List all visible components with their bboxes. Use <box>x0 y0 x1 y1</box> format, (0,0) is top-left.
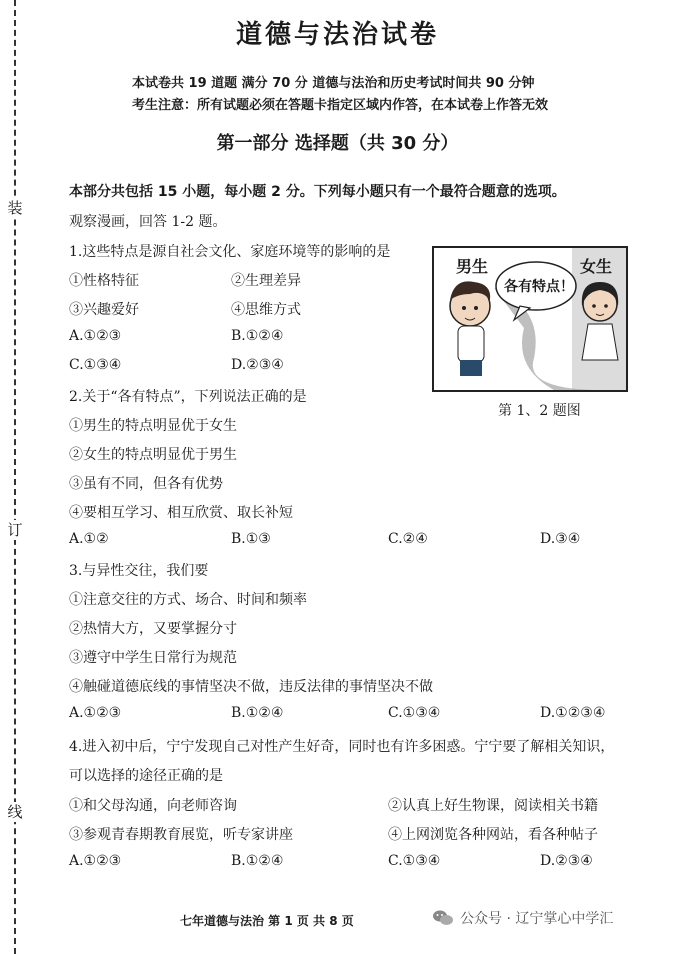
q3-option-2: ②热情大方，又要掌握分寸 <box>69 621 237 637</box>
figure-caption: 第 1、2 题图 <box>498 403 581 419</box>
binding-char-xian: 线 <box>5 802 25 822</box>
part-intro: 本部分共包括 15 小题，每小题 2 分。下列每小题只有一个最符合题意的选项。 <box>69 184 566 200</box>
q3-choice-d: D.①②③④ <box>540 705 606 721</box>
wechat-icon <box>432 909 454 927</box>
q2-option-3: ③虽有不同，但各有优势 <box>69 476 223 492</box>
q4-option-4: ④上网浏览各种网站，看各种帖子 <box>388 827 598 843</box>
q1-option-4: ④思维方式 <box>231 302 301 318</box>
watermark <box>432 908 613 928</box>
observe-instruction: 观察漫画，回答 1-2 题。 <box>69 214 227 230</box>
bubble-text: 各有特点！ <box>504 279 574 295</box>
q4-choice-b: B.①②④ <box>231 853 284 869</box>
q4-choice-d: D.②③④ <box>540 853 593 869</box>
q1-stem: 1.这些特点是源自社会文化、家庭环境等的影响的是 <box>69 244 391 260</box>
q2-choice-a: A.①② <box>69 531 109 547</box>
q2-option-1: ①男生的特点明显优于女生 <box>69 418 237 434</box>
q4-option-1: ①和父母沟通，向老师咨询 <box>69 798 237 814</box>
q4-choice-c: C.①③④ <box>388 853 441 869</box>
exam-notice-line: 考生注意：所有试题必须在答题卡指定区域内作答，在本试卷上作答无效 <box>132 98 549 113</box>
girl-label: 女生 <box>580 257 613 276</box>
q2-choice-c: C.②④ <box>388 531 428 547</box>
q1-option-1: ①性格特征 <box>69 273 139 289</box>
comic-figure <box>432 246 628 392</box>
q2-option-4: ④要相互学习、相互欣赏、取长补短 <box>69 505 293 521</box>
q4-option-2: ②认真上好生物课，阅读相关书籍 <box>388 798 598 814</box>
q2-option-2: ②女生的特点明显优于男生 <box>69 447 237 463</box>
q4-stem-line2: 可以选择的途径正确的是 <box>69 768 223 784</box>
q2-stem: 2.关于“各有特点”，下列说法正确的是 <box>69 389 307 405</box>
exam-info-line: 本试卷共 19 道题 满分 70 分 道德与法治和历史考试时间共 90 分钟 <box>132 76 535 91</box>
binding-char-zhuang: 装 <box>5 198 25 218</box>
q3-choice-a: A.①②③ <box>69 705 122 721</box>
part-title: 第一部分 选择题（共 30 分） <box>216 133 459 154</box>
page-footer: 七年道德与法治 第 1 页 共 8 页 <box>180 914 354 928</box>
girl-dress <box>582 324 618 360</box>
q3-choice-b: B.①②④ <box>231 705 284 721</box>
watermark-text: 公众号 · 辽宁掌心中学汇 <box>460 911 614 927</box>
binding-char-ding: 订 <box>5 520 25 540</box>
q3-stem: 3.与异性交往，我们要 <box>69 563 209 579</box>
q3-option-3: ③遵守中学生日常行为规范 <box>69 650 237 666</box>
q1-choice-b: B.①②④ <box>231 328 284 344</box>
q3-choice-c: C.①③④ <box>388 705 441 721</box>
exam-title: 道德与法治试卷 <box>235 20 439 50</box>
q3-option-1: ①注意交往的方式、场合、时间和频率 <box>69 592 307 608</box>
q4-choice-a: A.①②③ <box>69 853 122 869</box>
q1-choice-c: C.①③④ <box>69 357 122 373</box>
boy-label: 男生 <box>456 257 489 276</box>
q1-option-3: ③兴趣爱好 <box>69 302 139 318</box>
q4-option-3: ③参观青春期教育展览，听专家讲座 <box>69 827 293 843</box>
q1-choice-a: A.①②③ <box>69 328 122 344</box>
boy-body <box>458 326 484 362</box>
q1-option-2: ②生理差异 <box>231 273 301 289</box>
q2-choice-d: D.③④ <box>540 531 581 547</box>
q1-choice-d: D.②③④ <box>231 357 284 373</box>
q2-choice-b: B.①③ <box>231 531 271 547</box>
q3-option-4: ④触碰道德底线的事情坚决不做，违反法律的事情坚决不做 <box>69 679 433 695</box>
q4-stem-line1: 4.进入初中后，宁宁发现自己对性产生好奇，同时也有许多困惑。宁宁要了解相关知识， <box>69 739 615 755</box>
